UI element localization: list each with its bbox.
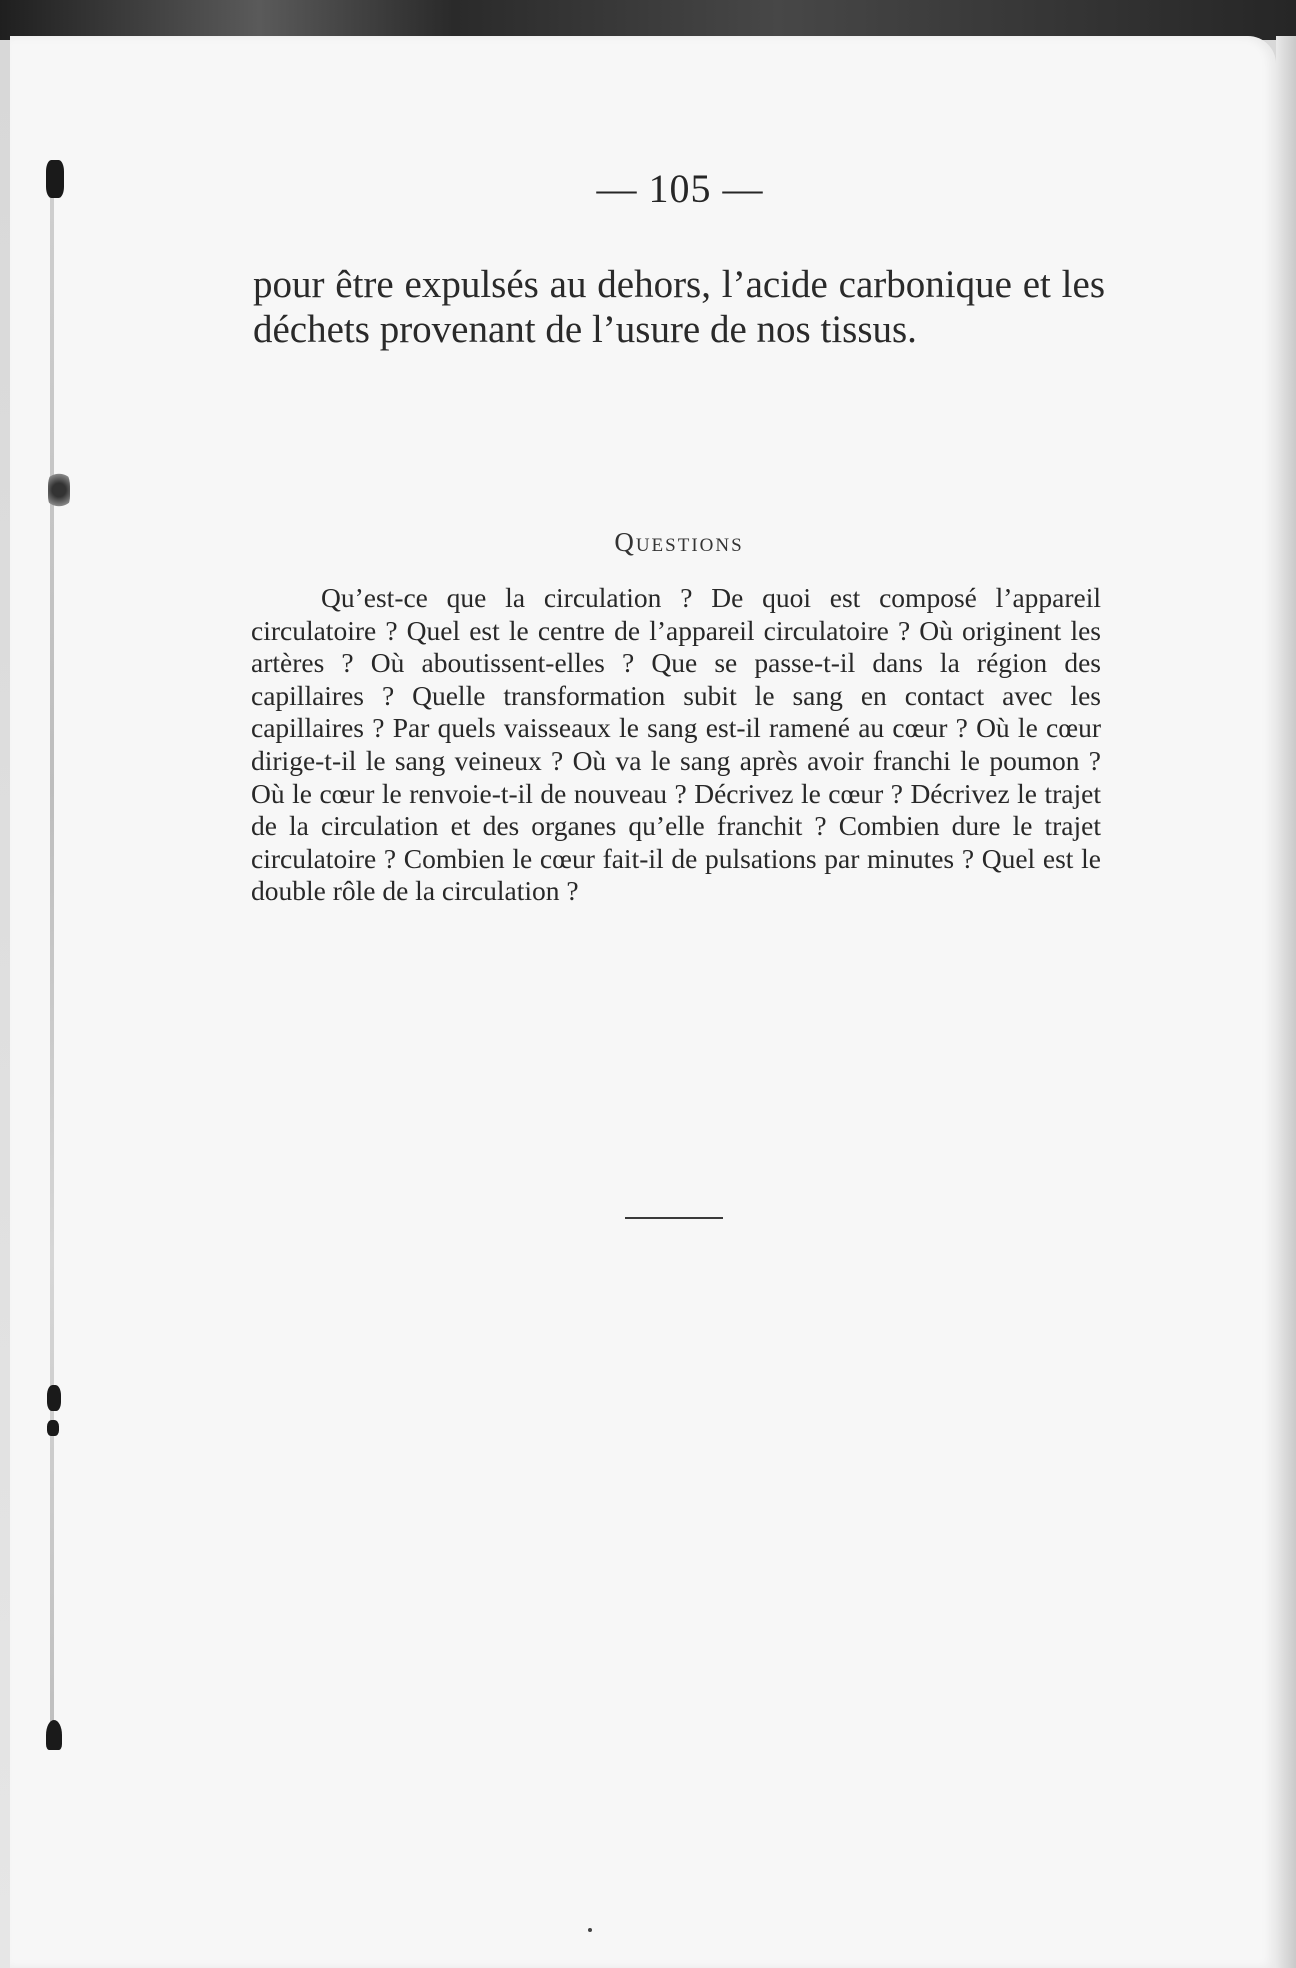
page-number: — 105 — <box>596 166 764 211</box>
questions-paragraph: Qu’est-ce que la circulation ? De quoi est composé l’appareil circulatoire ? Quel est le centre de l’appareil circulatoire ? Où originent les artères ? Où aboutissent-elles ? Que se passe-t-il dans la région des capillaires ? Quelle transformation subit le sang en contact avec les capillaires ? Par quels vaisseaux le sang est-il ramené au cœur ? Où le cœur dirige-t-il le sang veineux ? Où va le sang après avoir franchi le poumon ? Où le cœur le renvoie-t-il de nouveau ? Décrivez le cœur ? Décrivez le trajet de la circulation et des organes qu’elle franchit ? Combien dure le trajet circulatoire ? Combien le cœur fait-il de pulsations par minutes ? Quel est le double rôle de la circulation ? <box>251 582 1101 907</box>
binding-knot-icon <box>46 1720 62 1750</box>
questions-heading: Questions <box>614 527 744 557</box>
scan-top-border <box>0 0 1296 40</box>
binding-knot-icon <box>47 1385 61 1411</box>
continuation-paragraph: pour être expulsés au dehors, l’acide carbonique et les déchets provenant de l’usure de nos tissus. <box>253 263 1105 351</box>
binding-thread <box>50 165 54 1725</box>
page-right-edge <box>1276 36 1296 1968</box>
binding-knot-icon <box>47 1420 59 1436</box>
binding-knot-icon <box>46 160 64 198</box>
scan-speck <box>588 1928 592 1932</box>
binding-knot-icon <box>48 470 70 510</box>
end-of-section-rule <box>625 1217 723 1219</box>
